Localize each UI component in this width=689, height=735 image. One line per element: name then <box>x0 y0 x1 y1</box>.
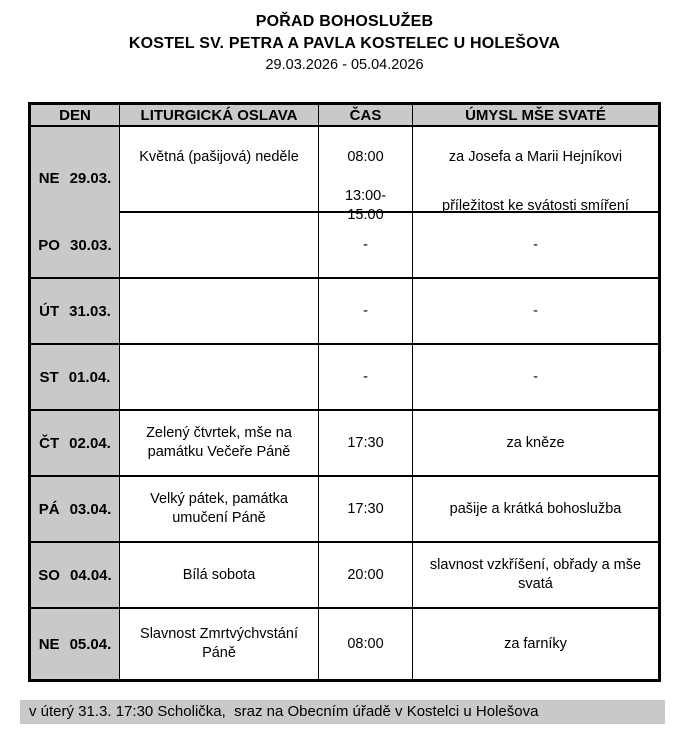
day-date: 05.04. <box>69 635 112 653</box>
day-abbrev: ST <box>39 368 59 386</box>
day-date: 03.04. <box>69 500 112 518</box>
footer-note: v úterý 31.3. 17:30 Scholička, sraz na Obecním úřadě v Kostelci u Holešova <box>20 700 665 724</box>
table-header-row <box>31 105 658 127</box>
day-date: 01.04. <box>68 368 111 386</box>
schedule-table <box>28 102 661 682</box>
celebration-cell: Bílá sobota <box>120 543 319 607</box>
time-cell: 08:00 <box>319 609 413 679</box>
day-cell <box>31 543 120 607</box>
time-cell: - <box>319 279 413 343</box>
time-entry: 08:00 <box>347 148 384 165</box>
day-cell <box>31 279 120 343</box>
day-date: 02.04. <box>69 434 111 452</box>
time-cell: 17:30 <box>319 411 413 475</box>
page-title: POŘAD BOHOSLUŽEB <box>255 13 434 30</box>
celebration-cell <box>120 279 319 343</box>
day-cell <box>31 477 120 541</box>
table-row <box>31 345 658 411</box>
day-abbrev: PÁ <box>38 500 60 518</box>
celebration-text: Květná (pašijová) neděle <box>139 148 299 165</box>
time-entry: 13:00-15:00 <box>344 188 387 223</box>
day-cell <box>31 609 120 679</box>
table-row <box>31 279 658 345</box>
day-date: 30.03. <box>69 236 112 254</box>
day-date: 04.04. <box>69 566 112 584</box>
table-row <box>31 477 658 543</box>
celebration-cell <box>120 345 319 409</box>
intention-cell: za kněze <box>506 434 565 451</box>
celebration-cell: Slavnost Zmrtvýchvstání Páně <box>120 609 319 679</box>
day-abbrev: PO <box>38 236 60 254</box>
time-cell: - <box>319 213 413 277</box>
day-abbrev: SO <box>38 566 60 584</box>
header-cell-time: ČAS <box>319 105 413 125</box>
day-cell <box>31 213 120 277</box>
header-cell-day: DEN <box>31 105 120 125</box>
time-cell: 17:30 <box>319 477 413 541</box>
table-row <box>31 127 658 223</box>
date-range: 29.03.2026 - 05.04.2026 <box>265 57 424 73</box>
intention-cell: pašije a krátká bohoslužba <box>449 500 622 517</box>
header-cell-celebration: LITURGICKÁ OSLAVA <box>120 105 319 125</box>
intention-cell: - <box>533 368 538 385</box>
intention-cell: - <box>533 236 538 253</box>
table-row <box>31 213 658 279</box>
header-cell-intention: ÚMYSL MŠE SVATÉ <box>413 105 658 125</box>
day-cell <box>31 345 120 409</box>
intention-cell: slavnost vzkříšení, obřady a mše svatá <box>429 557 642 592</box>
day-cell <box>31 411 120 475</box>
intention-entry: příležitost ke svátosti smíření <box>442 197 629 214</box>
intention-cell: - <box>533 302 538 319</box>
day-date: 31.03. <box>69 302 111 320</box>
intention-cell: za farníky <box>504 635 567 652</box>
intention-entry: za Josefa a Marii Hejníkovi <box>448 148 623 165</box>
celebration-cell: Velký pátek, památka umučení Páně <box>120 477 319 541</box>
day-abbrev: ČT <box>39 434 60 452</box>
day-abbrev: NE <box>38 635 60 653</box>
celebration-cell <box>120 213 319 277</box>
table-row <box>31 411 658 477</box>
day-date: 29.03. <box>69 169 112 187</box>
celebration-cell: Zelený čtvrtek, mše na památku Večeře Páně <box>120 411 319 475</box>
table-row <box>31 543 658 609</box>
time-cell: 20:00 <box>319 543 413 607</box>
church-name: KOSTEL SV. PETRA A PAVLA KOSTELEC U HOLEŠOVA <box>128 35 561 52</box>
table-row <box>31 609 658 679</box>
title-block <box>0 0 689 76</box>
day-abbrev: ÚT <box>39 302 60 320</box>
time-cell: - <box>319 345 413 409</box>
day-abbrev: NE <box>38 169 60 187</box>
